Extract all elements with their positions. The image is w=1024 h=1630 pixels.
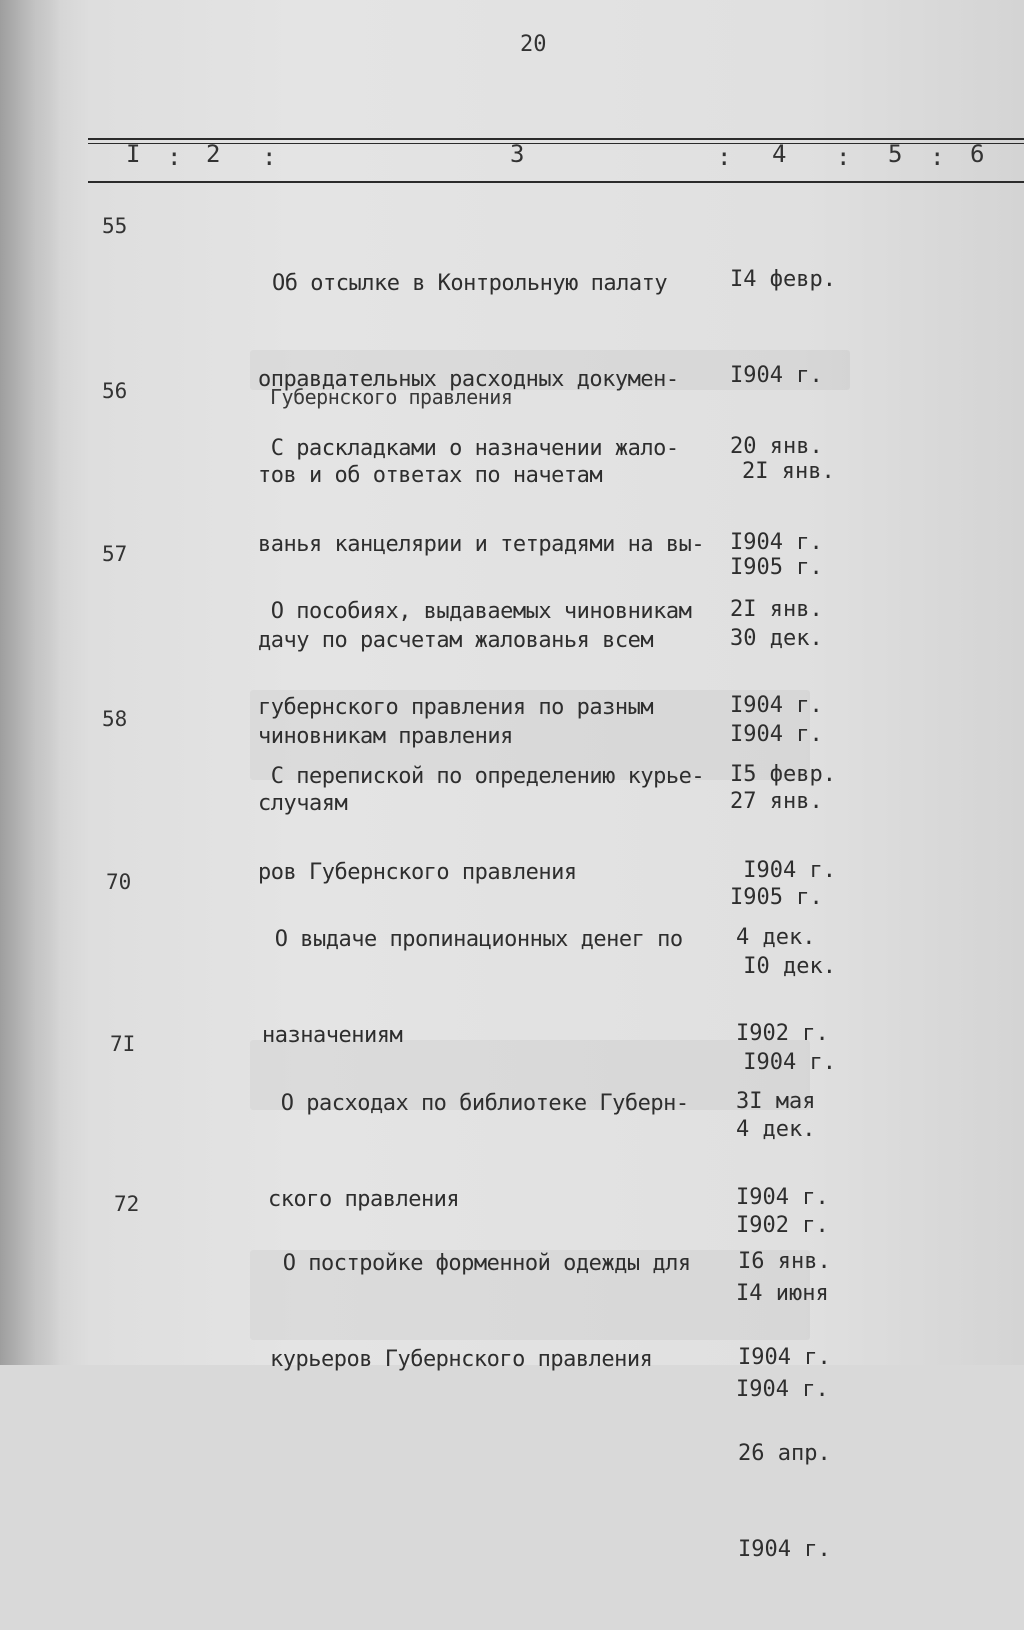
date-line: I905 г. (730, 555, 823, 580)
column-6-label: 6 (970, 140, 985, 168)
date-line: I904 г. (738, 1537, 831, 1562)
header-rule-top-thin (88, 143, 1024, 144)
entry-dates (738, 1182, 858, 1630)
entry-title-line: оправдательных расходных докумен- (258, 367, 679, 392)
entry-title-line: Об отсылке в Контрольную палату (272, 271, 668, 296)
entry-number: 58 (102, 707, 128, 731)
column-separator: : (836, 143, 851, 171)
date-line: 2I янв. (742, 459, 835, 484)
date-line: I905 г. (730, 885, 823, 910)
entry-title-line: С раскладками о назначении жало- (258, 436, 679, 461)
column-2-label: 2 (206, 140, 221, 168)
column-3-label: 3 (510, 140, 525, 168)
entry-title-line: назначениям (262, 1023, 403, 1048)
date-line: I904 г. (730, 363, 823, 388)
date-line: 20 янв. (730, 434, 823, 459)
entry-number: 70 (106, 870, 132, 894)
date-line: I902 г. (736, 1021, 829, 1046)
entry-title-line: курьеров Губернского правления (270, 1347, 653, 1372)
entry-title (270, 1184, 740, 1440)
date-line: I5 февр. (730, 762, 836, 787)
overtyped-insertion: Губернского правления (270, 385, 513, 409)
entry-title-line: тов и об ответах по начетам (258, 463, 603, 488)
column-separator: : (717, 143, 732, 171)
date-line: 27 янв. (730, 789, 823, 814)
column-separator: : (262, 143, 277, 171)
entry-title-line: О выдаче пропинационных денег по (262, 927, 683, 952)
entry-number: 57 (102, 542, 128, 566)
page-number: 20 (520, 32, 547, 57)
entry-number: 56 (102, 379, 128, 403)
date-line: 3I мая (736, 1089, 816, 1114)
date-line: I904 г. (730, 693, 823, 718)
date-line: I4 февр. (730, 267, 836, 292)
entry-title-line: О расходах по библиотеке Губерн- (268, 1091, 689, 1116)
header-rule-bottom (88, 181, 1024, 183)
date-line: I904 г. (730, 858, 836, 883)
entry-title-line: С перепиской по определению курье- (258, 764, 705, 789)
entry-number: 72 (114, 1192, 140, 1216)
date-line: 2I янв. (730, 597, 823, 622)
date-line: I904 г. (736, 1377, 829, 1402)
date-line: I904 г. (736, 1185, 829, 1210)
entry-title-line: дачу по расчетам жалованья всем (258, 628, 654, 653)
entry-title-line: ского правления (268, 1187, 460, 1212)
date-line: I902 г. (736, 1213, 829, 1238)
entry-title-line: случаям (258, 791, 348, 816)
date-line: 26 апр. (738, 1441, 831, 1466)
date-line: 4 дек. (736, 925, 816, 950)
date-line: I0 дек. (730, 954, 836, 979)
column-separator: : (167, 143, 182, 171)
column-4-label: 4 (772, 140, 787, 168)
entry-title-line: О пособиях, выдаваемых чиновникам (258, 599, 692, 624)
entry-title-line: губернского правления по разным (258, 695, 654, 720)
entry-number: 7I (110, 1032, 136, 1056)
column-5-label: 5 (888, 140, 903, 168)
date-line: I904 г. (738, 1345, 831, 1370)
date-line: I4 июня (736, 1281, 829, 1306)
date-line: 4 дек. (736, 1117, 816, 1142)
date-line: I6 янв. (738, 1249, 831, 1274)
column-separator: : (930, 143, 945, 171)
header-rule-top (88, 138, 1024, 140)
entry-number: 55 (102, 214, 128, 238)
entry-title-line: чиновникам правления (258, 724, 513, 749)
date-line: I904 г. (730, 722, 823, 747)
binding-shadow (0, 0, 60, 1365)
entry-title-line: ров Губернского правления (258, 860, 577, 885)
column-1-label: I (126, 140, 141, 168)
entry-title-line: О постройке форменной одежды для (270, 1251, 691, 1276)
date-line: I904 г. (730, 530, 823, 555)
entry-title-line: ванья канцелярии и тетрадями на вы- (258, 532, 705, 557)
date-line: I904 г. (730, 1050, 836, 1075)
date-line: 30 дек. (730, 626, 823, 651)
